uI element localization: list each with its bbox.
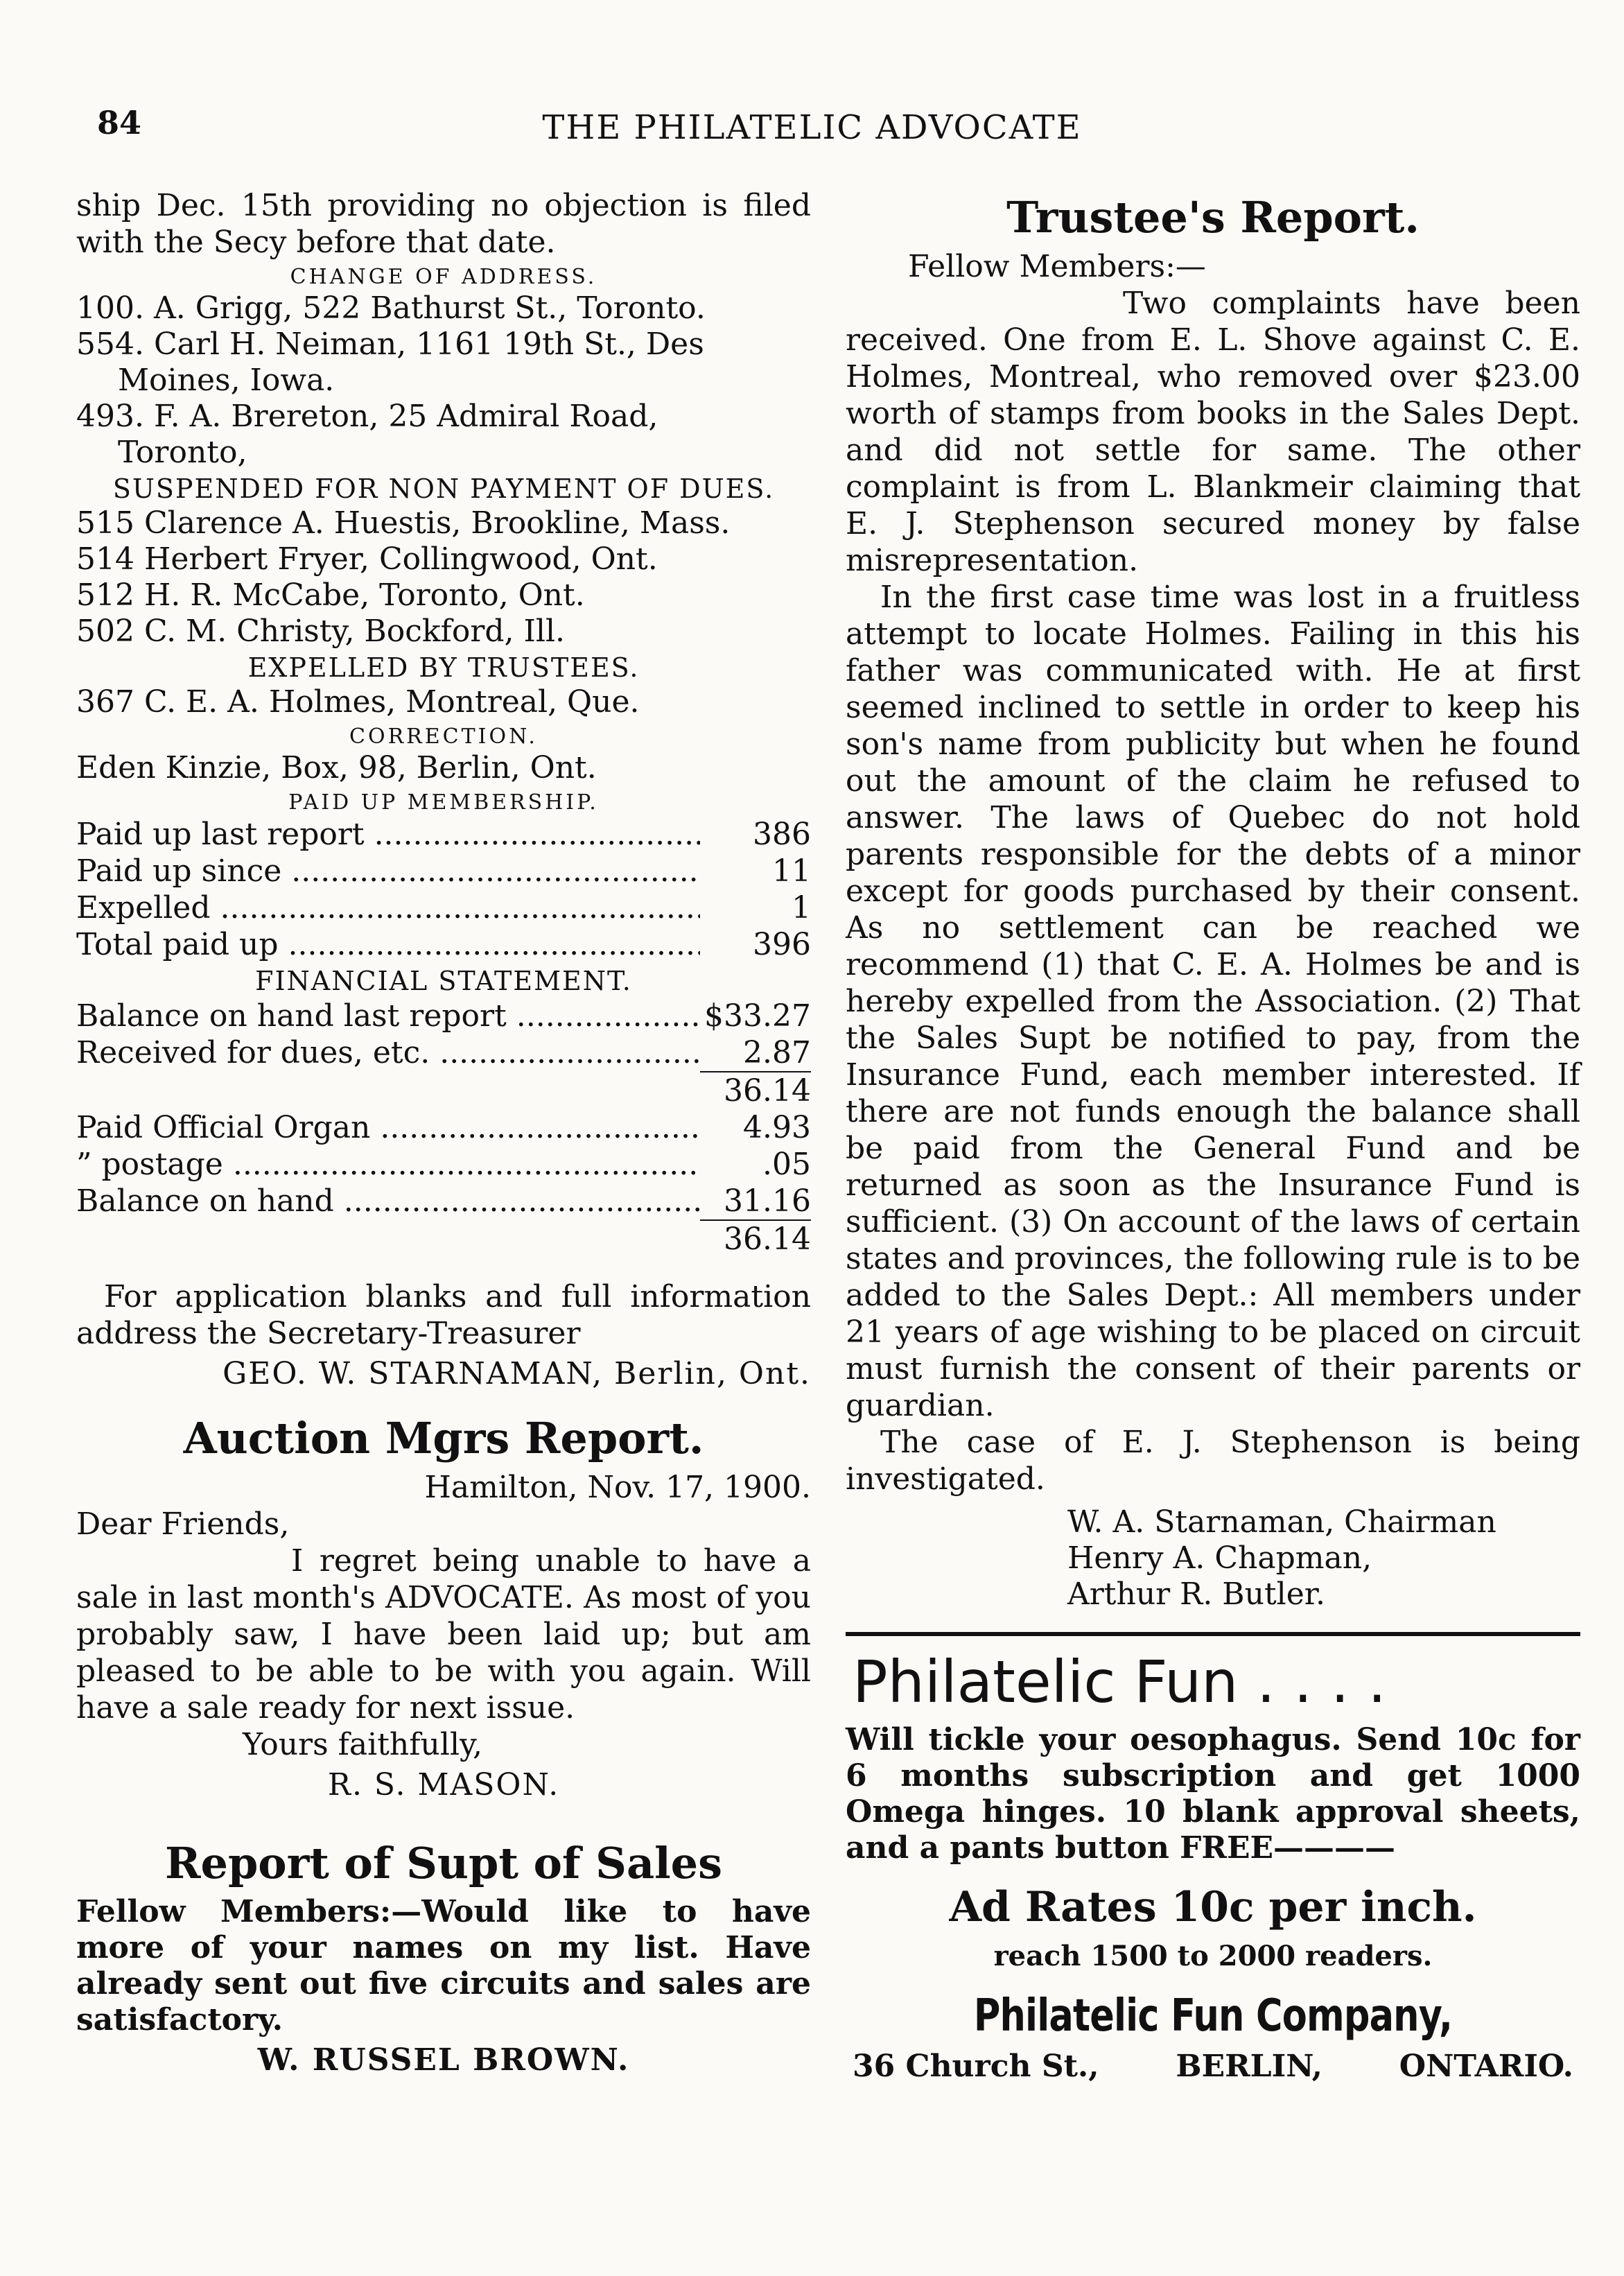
left-column [76, 187, 811, 2078]
ledger-row: ” postage ..... .05 [76, 1146, 811, 1183]
trustee-salutation: Fellow Members:— [908, 249, 1206, 284]
ledger-row: Total paid up ..... 396 [76, 926, 811, 963]
suspended-heading: SUSPENDED FOR NON PAYMENT OF DUES. [112, 474, 775, 504]
intro-text: ship Dec. 15th providing no objection is filed with the Secy before that date. [76, 188, 811, 260]
supt-sales-signature: W. RUSSEL BROWN. [257, 2042, 630, 2078]
ad-heading: Philatelic Fun . . . . [853, 1648, 1387, 1716]
address-street: 36 Church St., [853, 2049, 1099, 2084]
ledger-row: Paid up since ..... 11 [76, 853, 811, 889]
ad-address [846, 2049, 1580, 2084]
trustee-heading: Trustee's Report. [1006, 192, 1420, 243]
auction-heading: Auction Mgrs Report. [183, 1413, 704, 1463]
list-item: 493. F. A. Brereton, 25 Admiral Road, Toronto, [76, 399, 658, 470]
ad-rates: Ad Rates 10c per inch. [949, 1883, 1477, 1931]
change-of-address-heading: CHANGE OF ADDRESS. [290, 265, 597, 289]
advertisement [846, 1649, 1580, 2084]
address-city: BERLIN, [1176, 2049, 1322, 2084]
financial-ledger [76, 998, 811, 1258]
list-item: 515 Clarence A. Huestis, Brookline, Mass. [76, 505, 731, 541]
trustee-paragraph-2: In the first case time was lost in a fruitless attempt to locate Holmes. Failing in this his father was communicated with. He at first seemed inclined to settle in order to keep his son's name from publicity but when he found out the amount of the claim he refused to answer. The laws of Quebec do not hold parents responsible for the debts of a minor except for goods purchased by their consent. As no settlement can be reached we recommend (1) that C. E. A. Holmes be and is hereby expelled from the Association. (2) That the Sales Supt be notified to pay, from the Insurance Fund, each member interested. If there are not funds enough the balance shall be paid from the General Fund and be returned as soon as the Insurance Fund is sufficient. (3) On account of the laws of certain states and provinces, the following rule is to be added to the Sales Dept.: All members under 21 years of age wishing to be placed on circuit must furnish the consent of their parents or guardian. [846, 580, 1580, 1423]
list-item: 100. A. Grigg, 522 Bathurst St., Toronto. [76, 290, 706, 326]
right-column [846, 187, 1580, 2084]
expelled-heading: EXPELLED BY TRUSTEES. [247, 652, 640, 683]
ad-reach: reach 1500 to 2000 readers. [993, 1940, 1433, 1972]
ledger-row: Paid Official Organ ..... 4.93 [76, 1109, 811, 1146]
list-item: 554. Carl H. Neiman, 1161 19th St., Des Moines, Iowa. [76, 327, 704, 398]
journal-title: THE PHILATELIC ADVOCATE [542, 108, 1082, 147]
list-item: Eden Kinzie, Box, 98, Berlin, Ont. [76, 750, 597, 785]
auction-closing: Yours faithfully, [243, 1727, 483, 1762]
ledger-total-row: 36.14 [76, 1219, 811, 1258]
trustee-paragraph-3: The case of E. J. Stephenson is being investigated. [846, 1425, 1580, 1497]
financial-heading: FINANCIAL STATEMENT. [255, 966, 632, 996]
ledger-subtotal-row: 36.14 [76, 1071, 811, 1109]
trustee-paragraph-1: Two complaints have been received. One from E. L. Shove against C. E. Holmes, Montreal, who removed over $23.00 worth of stamps from books in the Sales Dept. and did not settle for same. The other complaint is from L. Blankmeir claiming that E. J. Stephenson secured money by false misrepresentation. [846, 286, 1580, 578]
address-province: ONTARIO. [1399, 2049, 1573, 2084]
paid-up-heading: PAID UP MEMBERSHIP. [288, 790, 599, 815]
page-number: 84 [97, 104, 142, 141]
signer: W. A. Starnaman, Chairman [1067, 1504, 1496, 1540]
ledger-row: Received for dues, etc. ..... 2.87 [76, 1034, 811, 1071]
change-of-address-list [76, 290, 811, 471]
auction-dateline: Hamilton, Nov. 17, 1900. [424, 1470, 811, 1505]
signer: Arthur R. Butler. [1067, 1576, 1325, 1612]
ad-body: Will tickle your oesophagus. Send 10c for 6 months subscription and get 1000 Omega hinges. 10 blank approval sheets, and a pants button FREE———— [846, 1722, 1580, 1866]
secretary-signature: GEO. W. STARNAMAN, Berlin, Ont. [222, 1356, 811, 1391]
ledger-row: Expelled ..... 1 [76, 889, 811, 926]
list-item: 514 Herbert Fryer, Collingwood, Ont. [76, 541, 658, 577]
correction-heading: CORRECTION. [349, 724, 538, 749]
auction-signature: R. S. MASON. [327, 1767, 560, 1802]
list-item: 367 C. E. A. Holmes, Montreal, Que. [76, 684, 640, 720]
auction-body: I regret being unable to have a sale in last month's ADVOCATE. As most of you probably saw, I have been laid up; but am pleased to be able to be with you again. Will have a sale ready for next issue. [76, 1543, 811, 1726]
application-note: For application blanks and full information address the Secretary-Treasurer [76, 1279, 811, 1351]
list-item: 512 H. R. McCabe, Toronto, Ont. [76, 577, 585, 613]
paid-up-ledger [76, 816, 811, 963]
supt-sales-heading: Report of Supt of Sales [164, 1838, 723, 1888]
signer: Henry A. Chapman, [1067, 1540, 1372, 1576]
suspended-list [76, 505, 811, 650]
list-item: 502 C. M. Christy, Bockford, Ill. [76, 614, 566, 649]
ad-company: Philatelic Fun Company, [973, 1990, 1453, 2042]
ledger-row: Paid up last report ..... 386 [76, 816, 811, 853]
page-header [97, 104, 1527, 159]
ledger-row: Balance on hand ..... 31.16 [76, 1183, 811, 1219]
supt-sales-body: Fellow Members:—Would like to have more of your names on my list. Have already sent out five circuits and sales are satisfactory. [76, 1894, 811, 2038]
divider [846, 1632, 1580, 1636]
trustee-signers [846, 1504, 1580, 1613]
auction-salutation: Dear Friends, [76, 1506, 290, 1542]
ledger-row: Balance on hand last report ..... $33.27 [76, 998, 811, 1034]
